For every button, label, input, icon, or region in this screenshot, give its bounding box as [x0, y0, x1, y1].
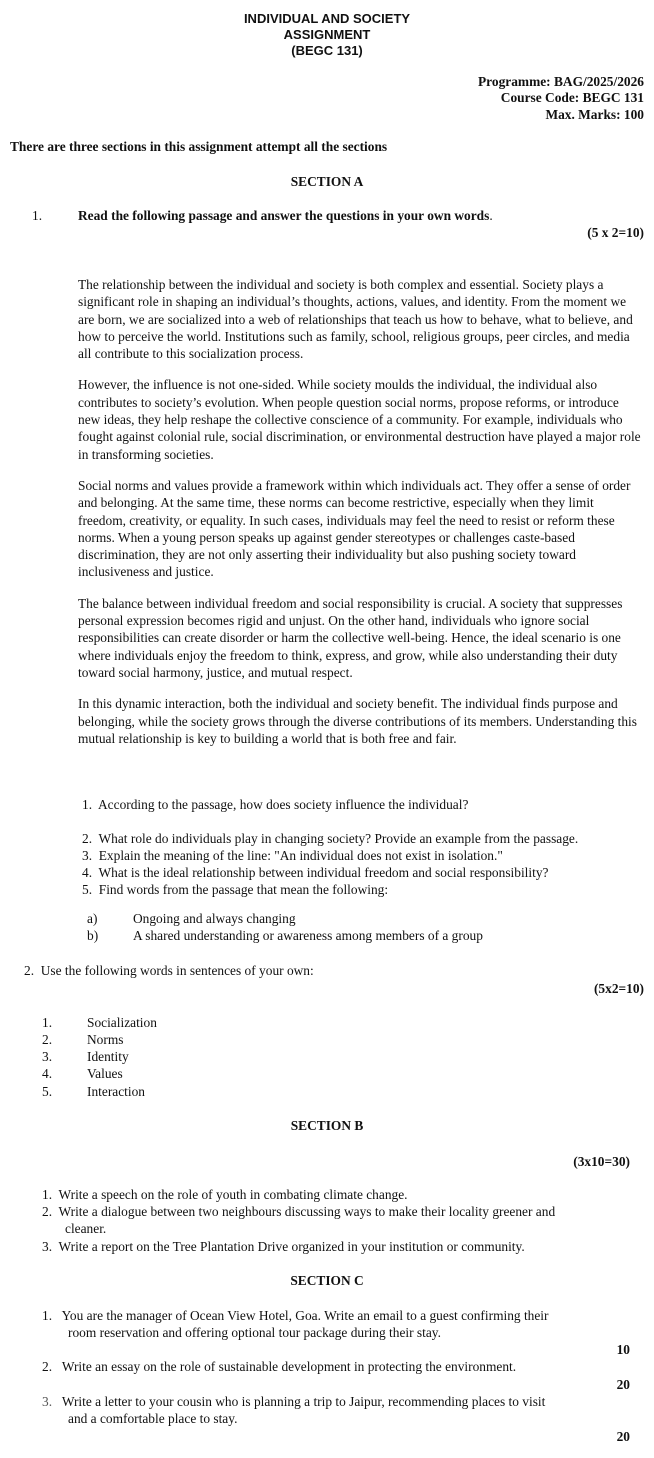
question-text: According to the passage, how does society influence the individual?	[98, 797, 469, 812]
course-code: Course Code: BEGC 131	[500, 90, 644, 105]
word-text: Interaction	[87, 1084, 145, 1099]
question-text: What role do individuals play in changing society? Provide an example from the passage.	[98, 831, 579, 846]
title-line-3: (BEGC 131)	[291, 43, 363, 58]
q2-number: 2.	[24, 963, 35, 978]
q5-sub-text: A shared understanding or awareness among members of a group	[133, 928, 483, 943]
item-text: You are the manager of Ocean View Hotel, Goa. Write an email to a guest confirming their	[61, 1308, 549, 1323]
q2-item	[24, 962, 314, 979]
word-number: 3.	[42, 1049, 53, 1064]
word-item	[42, 1014, 342, 1031]
word-number: 2.	[42, 1032, 53, 1047]
question-number: 4.	[82, 865, 93, 880]
section-b-marks: (3x10=30)	[573, 1154, 630, 1169]
item-number: 3.	[42, 1394, 53, 1409]
word-number: 4.	[42, 1066, 53, 1081]
section-c-marks: 20	[616, 1429, 630, 1444]
q1-period: .	[489, 208, 493, 223]
word-number: 5.	[42, 1084, 53, 1099]
word-text: Identity	[87, 1049, 129, 1064]
word-item	[42, 1048, 342, 1065]
q2-text: Use the following words in sentences of your own:	[40, 963, 314, 978]
q1-text: Read the following passage and answer the questions in your own words	[78, 208, 490, 223]
passage-paragraph: The relationship between the individual and society is both complex and essential. Society plays a significant role in shaping an individual’s thoughts, actions, values, and identity. From the moment we are born, we are socialized into a web of relationships that teach us how to behave, what to believe, and how to perceive the world. Institutions such as family, school, religious groups, peer circles, and media all contribute to this socialization process.	[78, 277, 633, 362]
section-c-item-continuation: room reservation and offering optional tour package during their stay.	[68, 1325, 441, 1340]
item-text: Write an essay on the role of sustainable development in protecting the environment.	[61, 1359, 517, 1374]
section-c-item	[42, 1393, 545, 1410]
item-text: Write a speech on the role of youth in combating climate change.	[58, 1187, 408, 1202]
item-text: Write a report on the Tree Plantation Drive organized in your institution or community.	[58, 1239, 525, 1254]
word-item	[42, 1083, 342, 1100]
section-b-item-continuation: cleaner.	[65, 1221, 107, 1236]
passage-paragraph: In this dynamic interaction, both the individual and society benefit. The individual finds purpose and belonging, while the society grows through the diverse contributions of its members. Understanding this mutual relationship is key to building a world that is both free and fair.	[78, 696, 637, 746]
q1-number: 1.	[32, 208, 43, 223]
item-number: 2.	[42, 1359, 53, 1374]
title-line-2: ASSIGNMENT	[283, 27, 371, 42]
question-text: Find words from the passage that mean the following:	[98, 882, 389, 897]
section-c-heading: SECTION C	[290, 1273, 364, 1288]
word-item	[42, 1031, 342, 1048]
passage-paragraph: The balance between individual freedom and social responsibility is crucial. A society that suppresses personal expression becomes rigid and unjust. On the other hand, individuals who ignore social responsibilities can create disorder or harm the collective well-being. Hence, the ideal scenario is one where individuals enjoy the freedom to think, express, and grow, while also understanding their duty toward social harmony, justice, and mutual respect.	[78, 595, 623, 680]
word-text: Socialization	[87, 1015, 157, 1030]
max-marks: Max. Marks: 100	[545, 107, 644, 122]
word-text: Values	[87, 1066, 123, 1081]
q5-sub-label: b)	[87, 928, 99, 943]
section-c-item	[42, 1358, 516, 1375]
q5-sub-label: a)	[87, 911, 98, 926]
word-number: 1.	[42, 1015, 53, 1030]
question-item	[82, 796, 468, 813]
passage	[78, 276, 644, 761]
instruction: There are three sections in this assignment attempt all the sections	[10, 139, 388, 154]
question-item	[82, 847, 503, 864]
q5-sub-item	[0, 927, 654, 944]
item-number: 2.	[42, 1204, 53, 1219]
q2-marks: (5x2=10)	[593, 981, 644, 996]
section-b-item	[42, 1203, 555, 1220]
q5-sub-item	[0, 910, 654, 927]
q1-marks: (5 x 2=10)	[587, 225, 644, 240]
item-text: Write a letter to your cousin who is planning a trip to Jaipur, recommending places to visit	[61, 1394, 546, 1409]
word-text: Norms	[87, 1032, 124, 1047]
section-c-item-continuation: and a comfortable place to stay.	[68, 1411, 238, 1426]
section-b-item	[42, 1186, 408, 1203]
question-item	[82, 864, 548, 881]
title-line-1: INDIVIDUAL AND SOCIETY	[243, 11, 411, 26]
word-item	[42, 1065, 342, 1082]
question-text: What is the ideal relationship between individual freedom and social responsibility?	[98, 865, 549, 880]
section-a-heading: SECTION A	[290, 174, 364, 189]
section-c-item	[42, 1307, 549, 1324]
item-text: Write a dialogue between two neighbours discussing ways to make their locality greener and	[58, 1204, 556, 1219]
section-b-heading: SECTION B	[290, 1118, 364, 1133]
question-number: 2.	[82, 831, 93, 846]
section-c-marks: 20	[616, 1377, 630, 1392]
question-item	[82, 830, 578, 847]
programme: Programme: BAG/2025/2026	[478, 74, 644, 89]
item-number: 1.	[42, 1308, 53, 1323]
item-number: 1.	[42, 1187, 53, 1202]
question-item	[82, 881, 388, 898]
q5-sub-text: Ongoing and always changing	[133, 911, 296, 926]
question-text: Explain the meaning of the line: "An individual does not exist in isolation."	[98, 848, 503, 863]
passage-paragraph: However, the influence is not one-sided. While society moulds the individual, the individual also contributes to society’s evolution. When people question social norms, propose reforms, or introduce new ideas, they help reshape the collective conscience of a community. For example, individuals who fought against colonial rule, social discrimination, or environmental destruction have played a major role in transforming societies.	[78, 377, 641, 462]
question-number: 3.	[82, 848, 93, 863]
passage-paragraph: Social norms and values provide a framework within which individuals act. They offer a sense of order and belonging. At the same time, these norms can become restrictive, especially when they limit freedom, creativity, or equality. In such cases, individuals may feel the need to resist or reform these norms. When a young person speaks up against gender stereotypes or challenges caste-based discrimination, they are not only asserting their individuality but also pushing society toward inclusiveness and justice.	[78, 477, 631, 580]
q1-text-wrap	[78, 207, 493, 224]
item-number: 3.	[42, 1239, 53, 1254]
question-number: 5.	[82, 882, 93, 897]
section-c-marks: 10	[616, 1342, 630, 1357]
question-number: 1.	[82, 797, 93, 812]
section-b-item	[42, 1238, 525, 1255]
